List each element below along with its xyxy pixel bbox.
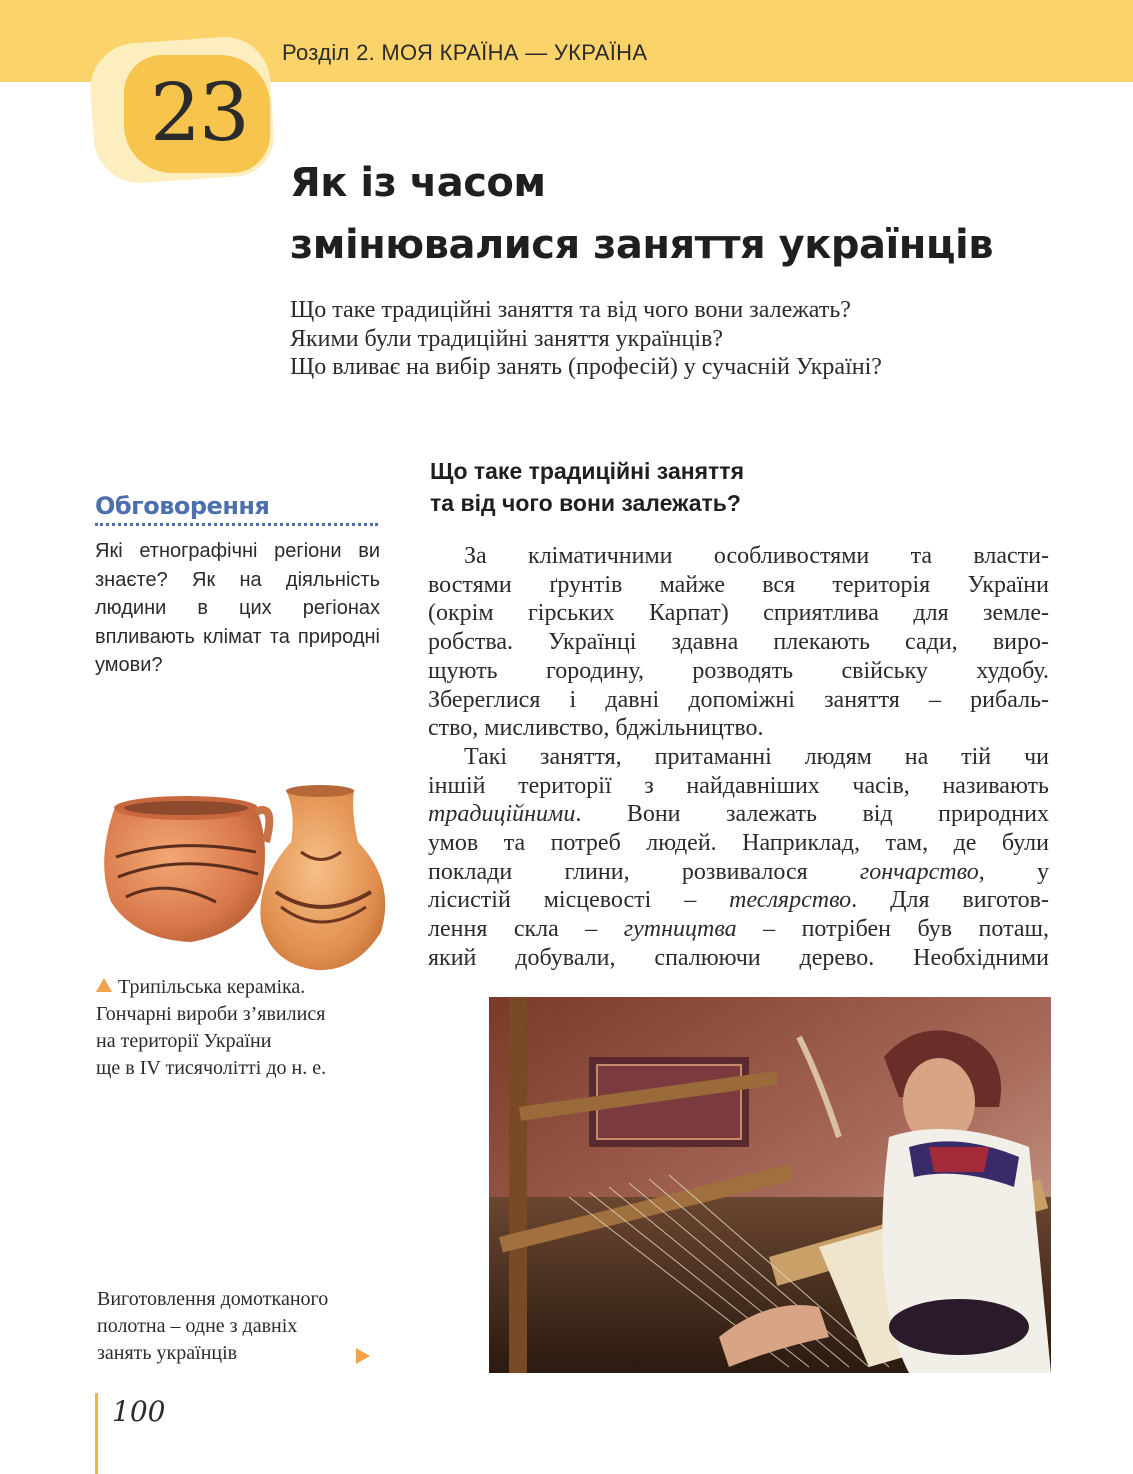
triangle-up-icon — [96, 978, 112, 992]
subheading-line: та від чого вони залежать? — [430, 490, 741, 516]
text-line: який добували, спалюючи дерево. Необхідними — [428, 944, 1049, 971]
text-line: За кліматичними особливостями та власти- — [464, 543, 1049, 569]
text-line: ство, мисливство, бджільництво. — [428, 715, 764, 742]
lesson-number: 23 — [150, 66, 248, 159]
term-glassmaking: гутництва — [623, 916, 737, 943]
caption-line: занять українців — [97, 1342, 238, 1364]
arrow-right-icon — [356, 1348, 370, 1364]
trypillia-pottery-image — [96, 782, 396, 972]
weaving-photo — [489, 997, 1051, 1373]
page-margin-bar — [95, 1393, 98, 1474]
text-line — [428, 800, 1049, 829]
question: Якими були традиційні заняття українців? — [290, 325, 723, 352]
page-number: 100 — [112, 1395, 166, 1428]
discussion-heading: Обговорення — [95, 492, 270, 520]
text-fragment: . Вони залежать від природних — [575, 801, 1049, 828]
lesson-questions — [290, 296, 1090, 382]
text-fragment: – потрібен був поташ, — [736, 916, 1050, 943]
weaving-caption — [97, 1286, 397, 1367]
text-line: іншій території з найдавніших часів, називають — [428, 772, 1049, 799]
dotted-divider — [95, 522, 378, 526]
text-line: востями ґрунтів майже вся територія України — [428, 571, 1049, 598]
term-traditional: традиційними — [428, 801, 576, 828]
text-line: (окрім гірських Карпат) сприятлива для земле- — [428, 600, 1049, 627]
lesson-title-line: змінювалися заняття українців — [290, 222, 994, 268]
text-line — [428, 915, 1049, 944]
caption-line — [96, 974, 396, 1001]
lesson-title-line: Як із часом — [290, 160, 546, 206]
text-line: умов та потреб людей. Наприклад, там, де були — [428, 830, 1049, 857]
body-text — [428, 542, 1049, 973]
question: Що таке традиційні заняття та від чого вони залежать? — [290, 297, 851, 323]
subheading-line: Що таке традиційні заняття — [430, 458, 744, 484]
term-pottery: гончарство — [859, 858, 979, 885]
discussion-text: Які етнографічні регіони ви знаєте? Як на діяльність людини в цих регіонах впливають клімат та природні умови? — [95, 540, 380, 676]
text-line — [428, 886, 1049, 915]
caption-line: ще в IV тисячолітті до н. е. — [96, 1057, 327, 1079]
caption-text: Трипільська кераміка. — [118, 976, 306, 998]
pottery-caption — [96, 974, 396, 1082]
text-fragment: , у — [978, 858, 1049, 885]
text-line — [428, 858, 1049, 887]
text-line: Збереглися і давні допоміжні заняття – рибаль- — [428, 686, 1049, 713]
section-title: Розділ 2. МОЯ КРАЇНА — УКРАЇНА — [282, 40, 648, 65]
caption-line: на території України — [96, 1030, 272, 1052]
text-fragment: лення скла – — [428, 916, 624, 943]
caption-line: Виготовлення домотканого — [97, 1288, 329, 1310]
text-line: щують городину, розводять свійську худобу. — [428, 657, 1049, 684]
section-subheading — [430, 455, 1050, 519]
term-carpentry: теслярство — [729, 887, 852, 914]
text-line: робства. Українці здавна плекають сади, виро- — [428, 629, 1049, 656]
text-fragment: . Для виготов- — [851, 887, 1049, 914]
text-fragment: лісистій місцевості – — [428, 887, 730, 914]
text-line: Такі заняття, притаманні людям на тій чи — [464, 743, 1049, 770]
caption-line: Гончарні вироби з’явилися — [96, 1003, 326, 1025]
question: Що вливає на вибір занять (професій) у сучасній Україні? — [290, 354, 882, 380]
caption-line: полотна – одне з давніх — [97, 1315, 298, 1337]
lesson-title — [290, 152, 1050, 276]
text-fragment: поклади глини, розвивалося — [428, 858, 860, 885]
